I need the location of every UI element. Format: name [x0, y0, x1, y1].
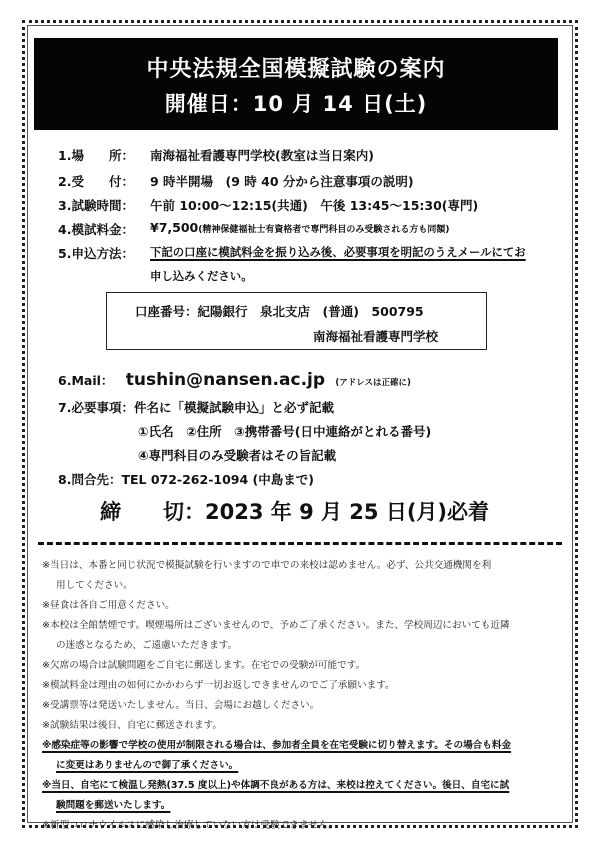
required-items-2: ④専門科目のみ受験者はその旨記載	[138, 448, 337, 463]
venue-label: 1.場 所：	[58, 148, 134, 163]
event-date: 開催日：10 月 14 日(土)	[164, 92, 428, 116]
fee-label: 4.模試料金：	[58, 222, 134, 237]
required-items-1: ①氏名 ②住所 ③携帯番号(日中連絡がとれる番号)	[138, 424, 432, 439]
note-item: ※当日は、本番と同じ状況で模擬試験を行いますので車での来校は認めません。必ず、公共交通機関を利 用してください。	[42, 560, 492, 591]
venue-row	[58, 146, 374, 164]
deadline: 締 切：2023 年 9 月 25 日(月)必着	[100, 500, 490, 524]
title-banner	[34, 38, 558, 130]
note-item: ※当日、自宅にて検温し発熱(37.5 度以上)や体調不良がある方は、来校は控えてください。後日、自宅に試 験問題を郵送いたします。	[42, 780, 510, 811]
note-item: ※昼食は各自ご用意ください。	[42, 600, 175, 611]
reception-row	[58, 172, 414, 190]
note-item: ※欠席の場合は試験問題をご自宅に郵送します。在宅での受験が可能です。	[42, 660, 366, 671]
note-item: ※新型コロナウイルスに感染し治療していない方は受験できません。	[42, 820, 338, 831]
page-title: 中央法規全国模擬試験の案内	[146, 57, 446, 82]
note-item: ※感染症等の影響で学校の使用が制限される場合は、参加者全員を在宅受験に切り替えます。その場合も料金 に変更はありませんので御了承ください。	[42, 740, 512, 771]
note-item: ※模試料金は理由の如何にかかわらず一切お返しできませんのでご了承願います。	[42, 680, 395, 691]
mail-label: 6.Mail：	[58, 373, 114, 388]
fee-value: ¥7,500	[150, 220, 199, 235]
fee-note: (精神保健福祉士有資格者で専門科目のみ受験される方も同額)	[198, 225, 450, 235]
contact-row: 8.問合先：TEL 072-262-1094 (中島まで)	[58, 472, 314, 487]
notes-list	[42, 556, 562, 836]
mail-address: tushin@nansen.ac.jp	[125, 370, 326, 390]
bank-account-box	[106, 292, 487, 350]
note-item: ※試験結果は後日、自宅に郵送されます。	[42, 720, 222, 731]
mail-note: (アドレスは正確に)	[335, 378, 411, 388]
apply-label: 5.申込方法：	[58, 246, 134, 261]
venue-value: 南海福祉看護専門学校(教室は当日案内)	[150, 148, 374, 163]
mail-row	[58, 370, 411, 390]
reception-label: 2.受 付：	[58, 174, 134, 189]
time-row	[58, 196, 479, 214]
time-value: 午前 10:00～12:15(共通) 午後 13:45～15:30(専門)	[150, 198, 479, 213]
apply-row	[58, 244, 526, 262]
required-label: 7.必要事項：件名に「模擬試験申込」と必ず記載	[58, 400, 334, 415]
time-label: 3.試験時間：	[58, 198, 134, 213]
account-holder: 南海福祉看護専門学校	[313, 329, 439, 344]
apply-line1: 下記の口座に模試料金を振り込み後、必要事項を明記のうえメールにてお	[150, 245, 526, 259]
fee-row	[58, 220, 450, 238]
note-item: ※本校は全館禁煙です。喫煙場所はございませんので、予めご了承ください。また、学校周辺においても近隣 の迷惑となるため、ご遠慮いただきます。	[42, 620, 510, 651]
apply-line2: 申し込みください。	[150, 269, 253, 283]
account-number: 口座番号：紀陽銀行 泉北支店 (普通) 500795	[135, 304, 424, 319]
note-item: ※受講票等は発送いたしません。当日、会場にお越しください。	[42, 700, 320, 711]
reception-value: 9 時半開場 (9 時 40 分から注意事項の説明)	[150, 174, 414, 189]
dashed-divider	[38, 542, 562, 545]
